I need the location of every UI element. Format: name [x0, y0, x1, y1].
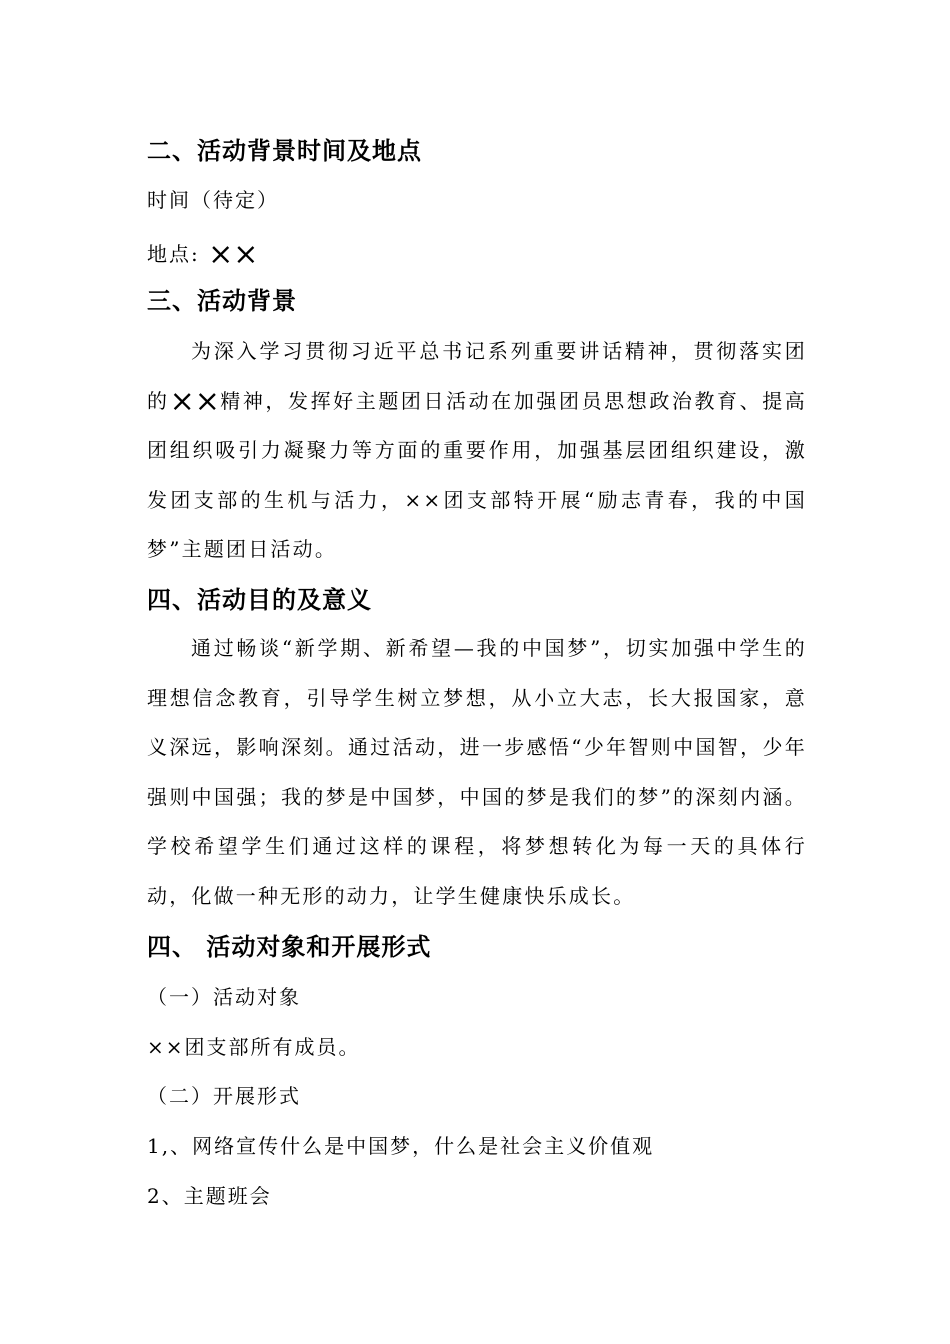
section-heading-background: 三、活动背景 [147, 286, 297, 315]
subsection-heading-target: （一）活动对象 [147, 985, 301, 1009]
subsection-heading-format: （二）开展形式 [147, 1084, 301, 1108]
purpose-paragraph: 通过畅谈“新学期、新希望—我的中国梦”，切实加强中学生的理想信念教育，引导学生树立梦想，从小立大志，长大报国家，意义深远，影响深刻。通过活动，进一步感悟“少年智则中国智，少年强则中国强；我的梦是中国梦，中国的梦是我们的梦”的深刻内涵。学校希望学生们通过这样的课程，将梦想转化为每一天的具体行动，化做一种无形的动力，让学生健康快乐成长。 [147, 636, 807, 908]
location-value: ×× [208, 237, 259, 272]
location-label: 地点: [147, 242, 200, 266]
format-item-1: 1,、网络宣传什么是中国梦，什么是社会主义价值观 [147, 1134, 655, 1158]
time-line: 时间（待定） [147, 188, 279, 212]
background-paragraph-start: 为深入学习贯彻习近平总书记系列重要讲话精神，贯彻落实团的 [147, 339, 807, 413]
background-paragraph [147, 327, 807, 575]
target-text: ××团支部所有成员。 [147, 1035, 361, 1059]
section-heading-target-format: 四、 活动对象和开展形式 [147, 932, 432, 961]
format-item-2: 2、主题班会 [147, 1184, 272, 1208]
location-line [147, 237, 259, 272]
background-paragraph-mark: ×× [169, 383, 220, 419]
section-heading-purpose-meaning: 四、活动目的及意义 [147, 585, 372, 614]
section-heading-background-time-place: 二、活动背景时间及地点 [147, 136, 422, 165]
background-paragraph-rest: 精神，发挥好主题团日活动在加强团员思想政治教育、提高团组织吸引力凝聚力等方面的重要作用，加强基层团组织建设，激发团支部的生机与活力，××团支部特开展“励志青春，我的中国梦”主题团日活动。 [147, 388, 808, 561]
